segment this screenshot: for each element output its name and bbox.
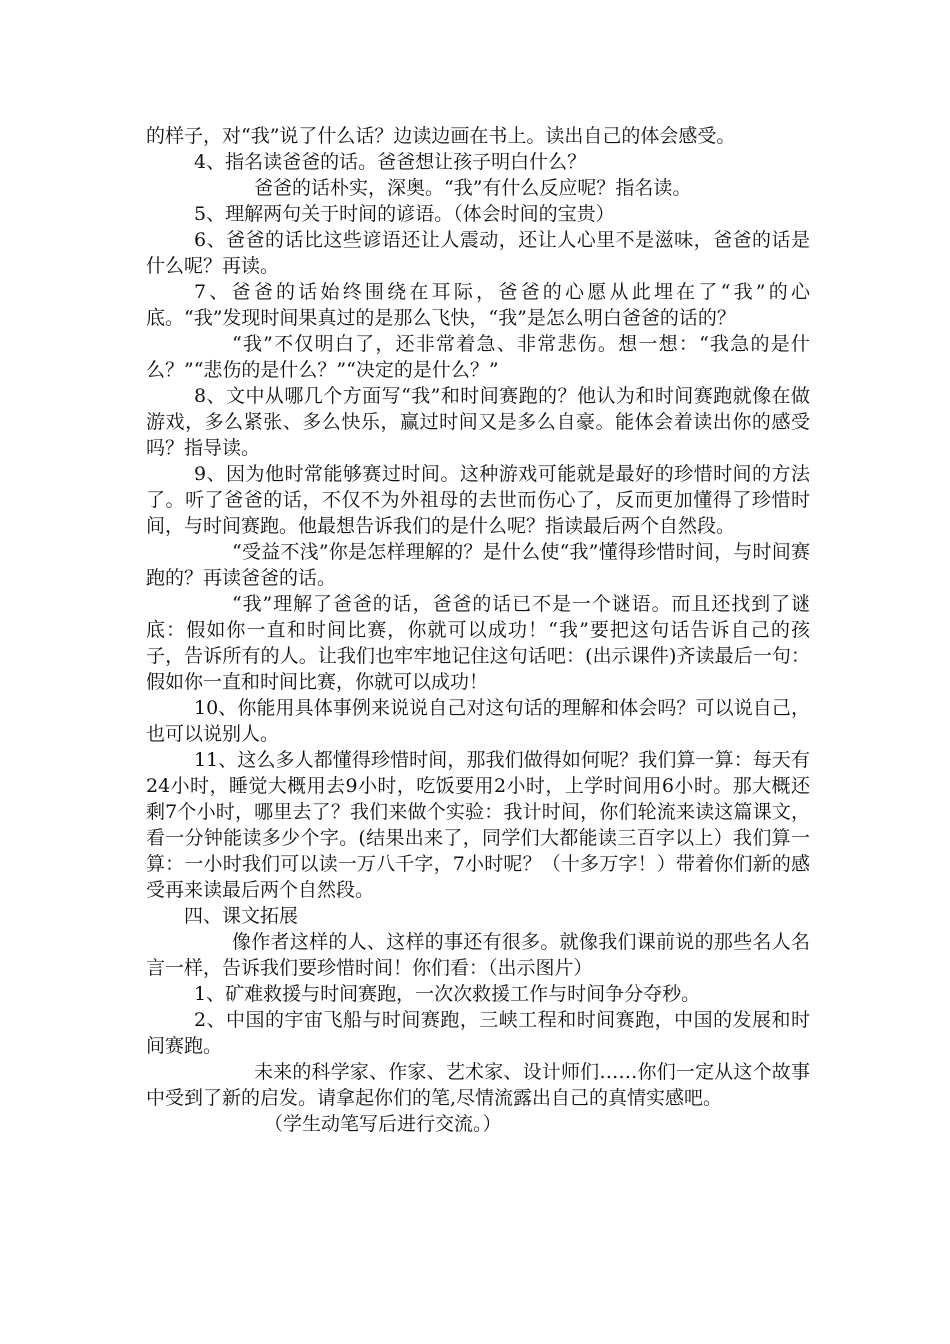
- section-heading-extension: 四、课文拓展: [184, 905, 299, 927]
- paragraph-closing-note: （学生动笔写后进行交流。）: [264, 1113, 502, 1135]
- paragraph-step-11: 11、这么多人都懂得珍惜时间，那我们做得如何呢？我们算一算：每天有24小时，睡觉大概用去9小时，吃饭要用2小时，上学时间用6小时。那大概还剩7个小时，哪里去了？我们来做个实验：我计时间，你们轮流来读这篇课文，看一分钟能读多少个字。(结果出来了，同学们大都能读三百字以上）我们算一算：一小时我们可以读一万八千字，7小时呢？（十多万字！）带着你们新的感受再来读最后两个自然段。: [146, 749, 810, 901]
- paragraph-step-9: 9、因为他时常能够赛过时间。这种游戏可能就是最好的珍惜时间的方法了。听了爸爸的话，不仅不为外祖母的去世而伤心了，反而更加懂得了珍惜时间，与时间赛跑。他最想告诉我们的是什么呢？指读最后两个自然段。: [146, 463, 810, 537]
- paragraph-extension-intro: 像作者这样的人、这样的事还有很多。就像我们课前说的那些名人名言一样，告诉我们要珍惜时间！你们看：（出示图片）: [146, 931, 810, 979]
- paragraph-step-5: 5、理解两句关于时间的谚语。（体会时间的宝贵）: [194, 203, 615, 225]
- paragraph-step-9-note-2: “我”理解了爸爸的话，爸爸的话已不是一个谜语。而且还找到了谜底：假如你一直和时间比赛，你就可以成功！“我”要把这句话告诉自己的孩子，告诉所有的人。让我们也牢牢地记住这句话吧：(出示课件)齐读最后一句：假如你一直和时间比赛，你就可以成功！: [146, 593, 810, 693]
- document-page: [146, 123, 810, 1137]
- paragraph-extension-writing: 未来的科学家、作家、艺术家、设计师们……你们一定从这个故事中受到了新的启发。请拿起你们的笔,尽情流露出自己的真情实感吧。: [146, 1061, 810, 1109]
- paragraph-step-4-note: 爸爸的话朴实，深奥。“我”有什么反应呢？指名读。: [254, 177, 692, 199]
- paragraph-step-10: 10、你能用具体事例来说说自己对这句话的理解和体会吗？可以说自己，也可以说别人。: [146, 697, 810, 745]
- paragraph-step-9-note-1: “受益不浅”你是怎样理解的？是什么使“我”懂得珍惜时间，与时间赛跑的？再读爸爸的话。: [146, 541, 810, 589]
- paragraph-step-4: 4、指名读爸爸的话。爸爸想让孩子明白什么？: [194, 151, 587, 173]
- paragraph-step-7-note: “我”不仅明白了，还非常着急、非常悲伤。想一想：“我急的是什么？”“悲伤的是什么？”“决定的是什么？”: [146, 333, 810, 381]
- paragraph-step-7: 7、爸爸的话始终围绕在耳际，爸爸的心愿从此埋在了“我”的心底。“我”发现时间果真过的是那么飞快，“我”是怎么明白爸爸的话的？: [146, 281, 810, 329]
- paragraph-step-6: 6、爸爸的话比这些谚语还让人震动，还让人心里不是滋味，爸爸的话是什么呢？再读。: [146, 229, 810, 277]
- paragraph-step-8: 8、文中从哪几个方面写“我”和时间赛跑的？他认为和时间赛跑就像在做游戏，多么紧张、多么快乐，赢过时间又是多么自豪。能体会着读出你的感受吗？指导读。: [146, 385, 810, 459]
- paragraph-extension-2: 2、中国的宇宙飞船与时间赛跑，三峡工程和时间赛跑，中国的发展和时间赛跑。: [146, 1009, 810, 1057]
- paragraph-extension-1: 1、矿难救援与时间赛跑，一次次救援工作与时间争分夺秒。: [194, 983, 701, 1005]
- paragraph-intro-continued: 的样子，对“我”说了什么话？边读边画在书上。读出自己的体会感受。: [146, 125, 736, 147]
